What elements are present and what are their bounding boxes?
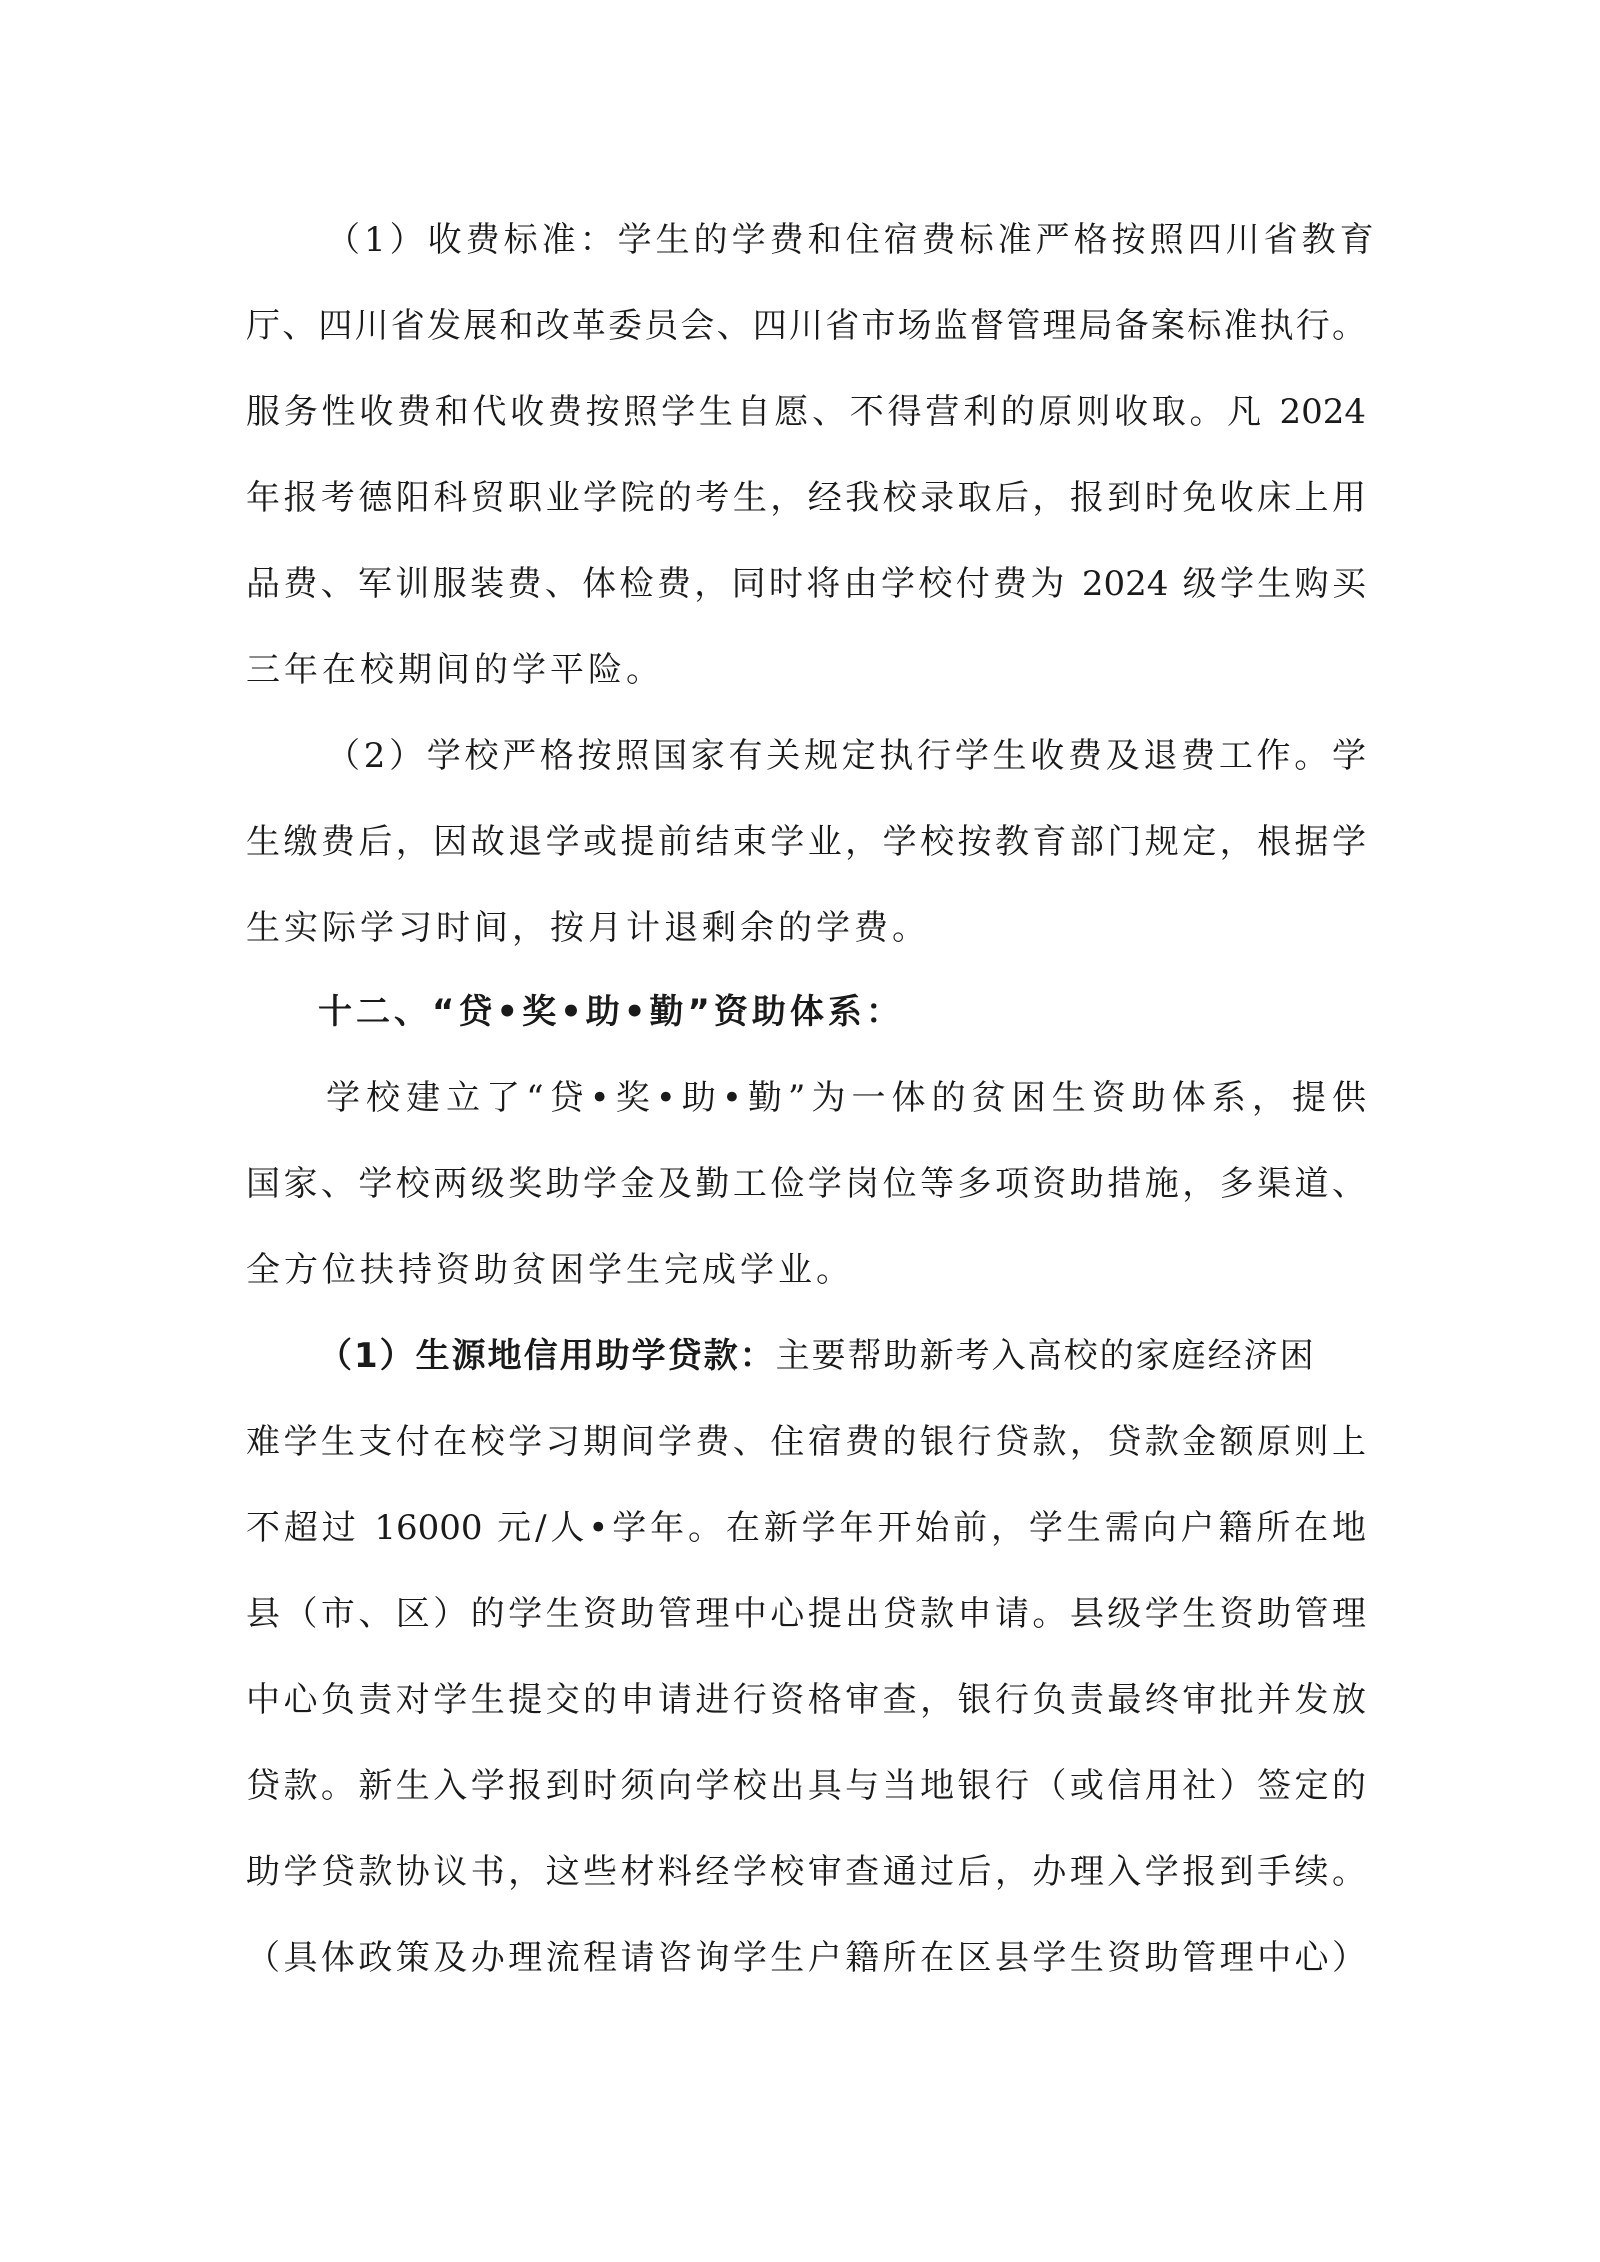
paragraph-loan-line-3: 不超过 16000 元/人•学年。在新学年开始前，学生需向户籍所在地 xyxy=(246,1508,1366,1548)
paragraph-system-line-1: 学校建立了“贷•奖•助•勤”为一体的贫困生资助体系，提供 xyxy=(326,1078,1366,1118)
paragraph-loan-line-4: 县（市、区）的学生资助管理中心提出贷款申请。县级学生资助管理 xyxy=(246,1594,1366,1634)
paragraph-fee-standard-line-5: 品费、军训服装费、体检费，同时将由学校付费为 2024 级学生购买 xyxy=(246,564,1366,604)
paragraph-refund-line-1: （2）学校严格按照国家有关规定执行学生收费及退费工作。学 xyxy=(326,736,1366,776)
loan-first-line-text: 主要帮助新考入高校的家庭经济困 xyxy=(775,1336,1316,1376)
paragraph-refund-line-3: 生实际学习时间，按月计退剩余的学费。 xyxy=(246,908,930,948)
loan-subheading: （1）生源地信用助学贷款： xyxy=(318,1336,776,1376)
paragraph-loan-line-2: 难学生支付在校学习期间学费、住宿费的银行贷款，贷款金额原则上 xyxy=(246,1422,1366,1462)
paragraph-loan-line-8: （具体政策及办理流程请咨询学生户籍所在区县学生资助管理中心） xyxy=(246,1938,1366,1978)
paragraph-loan-line-7: 助学贷款协议书，这些材料经学校审查通过后，办理入学报到手续。 xyxy=(246,1852,1366,1892)
paragraph-fee-standard-line-1: （1）收费标准：学生的学费和住宿费标准严格按照四川省教育 xyxy=(326,220,1378,260)
paragraph-loan-line-5: 中心负责对学生提交的申请进行资格审查，银行负责最终审批并发放 xyxy=(246,1680,1366,1720)
section-heading: 十二、“贷•奖•助•勤”资助体系： xyxy=(318,992,904,1032)
paragraph-fee-standard-line-6: 三年在校期间的学平险。 xyxy=(246,650,664,690)
paragraph-system-line-2: 国家、学校两级奖助学金及勤工俭学岗位等多项资助措施，多渠道、 xyxy=(246,1164,1366,1204)
paragraph-fee-standard-line-2: 厅、四川省发展和改革委员会、四川省市场监督管理局备案标准执行。 xyxy=(246,306,1366,346)
paragraph-system-line-3: 全方位扶持资助贫困学生完成学业。 xyxy=(246,1250,854,1290)
paragraph-fee-standard-line-4: 年报考德阳科贸职业学院的考生，经我校录取后，报到时免收床上用 xyxy=(246,478,1366,518)
paragraph-loan-line-6: 贷款。新生入学报到时须向学校出具与当地银行（或信用社）签定的 xyxy=(246,1766,1366,1806)
paragraph-refund-line-2: 生缴费后，因故退学或提前结束学业，学校按教育部门规定，根据学 xyxy=(246,822,1366,862)
paragraph-fee-standard-line-3: 服务性收费和代收费按照学生自愿、不得营利的原则收取。凡 2024 xyxy=(246,392,1366,432)
paragraph-loan-line-1 xyxy=(318,1334,1366,1378)
